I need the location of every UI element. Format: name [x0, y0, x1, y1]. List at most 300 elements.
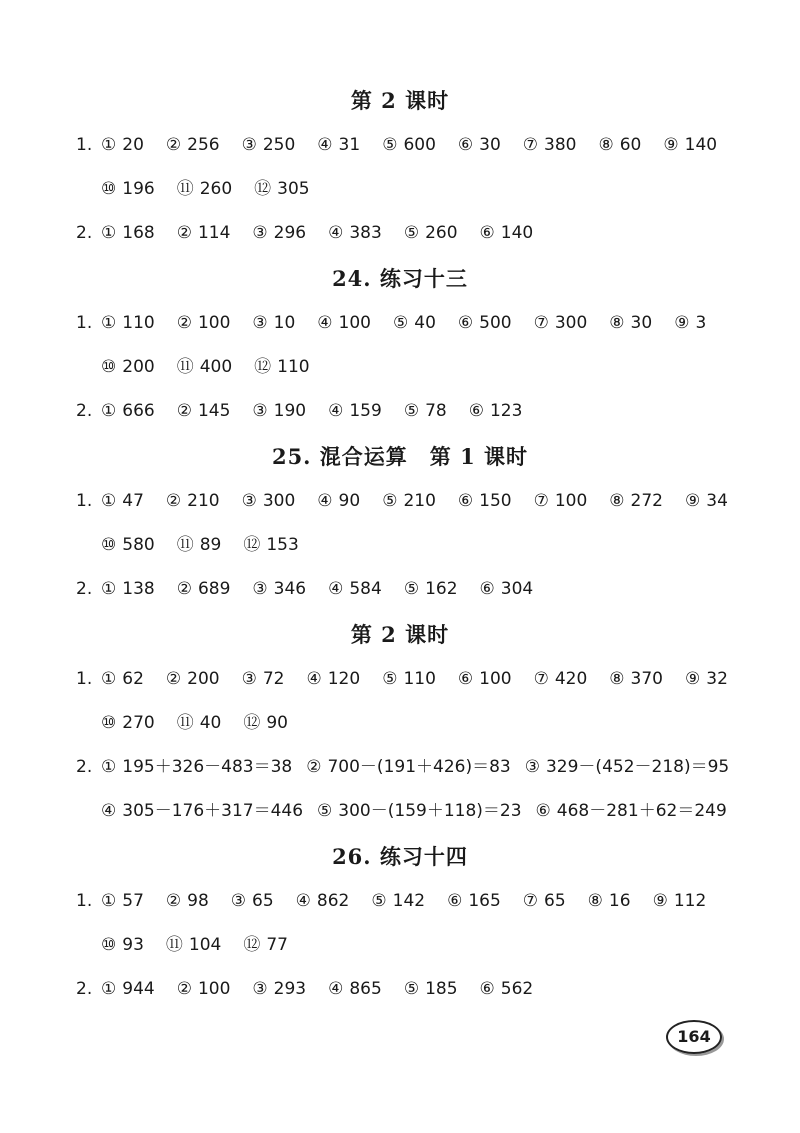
question-number: 1.: [76, 135, 93, 155]
answer-value: 580: [122, 535, 155, 555]
answer-item: [101, 352, 155, 382]
answer-value: 260: [199, 179, 233, 199]
answer-value: 77: [266, 935, 288, 955]
circled-index: ①: [101, 979, 117, 999]
answer-row: [76, 974, 740, 1004]
answer-item: [663, 130, 717, 160]
answer-value: 210: [403, 491, 436, 511]
answer-item: [458, 486, 512, 516]
answer-value: 584: [349, 579, 382, 599]
answer-item: [166, 886, 209, 916]
answer-value: 140: [500, 223, 534, 243]
circled-index: ②: [176, 979, 192, 999]
answer-list: [101, 130, 717, 160]
answer-list: [101, 218, 533, 248]
answer-item: [242, 664, 285, 694]
answer-item: [404, 218, 458, 248]
circled-index: ④: [328, 401, 344, 421]
circled-index: ⑤: [371, 891, 387, 911]
answer-value: 666: [122, 401, 155, 421]
circled-index: ⑧: [598, 135, 614, 155]
circled-index: ⑫: [243, 535, 261, 555]
question-number: 2.: [76, 757, 93, 777]
circled-index: ⑤: [403, 401, 420, 421]
answer-value: 40: [414, 313, 436, 333]
question-number: 1.: [76, 669, 93, 689]
answer-item: [177, 974, 231, 1004]
answer-value: 293: [273, 979, 307, 999]
answer-item: [243, 530, 298, 560]
answer-value: 370: [630, 669, 663, 689]
answer-item: [242, 486, 296, 516]
answer-value: 200: [187, 669, 220, 689]
circled-index: ④: [328, 223, 344, 243]
circled-index: ⑪: [176, 713, 194, 733]
circled-index: ⑪: [176, 179, 194, 199]
answer-value: 100: [197, 979, 231, 999]
answer-list: [101, 174, 310, 204]
answer-value: 123: [489, 401, 523, 421]
answer-value: 142: [392, 891, 426, 911]
answer-value: 150: [479, 491, 512, 511]
answer-row: [76, 396, 740, 426]
answer-value: 60: [619, 135, 642, 155]
answer-item: [328, 574, 382, 604]
answer-item: [328, 974, 382, 1004]
question-number: 2.: [76, 401, 93, 421]
answer-value: 140: [684, 135, 718, 155]
answer-item: [480, 974, 534, 1004]
answer-value: 100: [197, 313, 231, 333]
answer-row: [76, 218, 740, 248]
circled-index: ③: [252, 579, 268, 599]
answer-list: [101, 886, 706, 916]
answer-item: [588, 886, 631, 916]
answer-item: [101, 974, 155, 1004]
question-number: 2.: [76, 223, 93, 243]
answer-item: [685, 664, 728, 694]
answer-row: [76, 308, 740, 338]
answer-item: [382, 664, 436, 694]
circled-index: ⑩: [101, 535, 117, 555]
circled-index: ④: [328, 979, 344, 999]
answer-row: [101, 530, 740, 560]
answer-item: [609, 664, 663, 694]
circled-index: ②: [176, 313, 192, 333]
circled-index: ②: [165, 669, 182, 689]
answer-item: [447, 886, 501, 916]
answer-value: 329－(452－218)＝95: [545, 757, 730, 777]
answer-list: [101, 308, 706, 338]
answer-value: 380: [544, 135, 577, 155]
answer-value: 89: [199, 535, 222, 555]
circled-index: ④: [317, 491, 333, 511]
circled-index: ⑨: [674, 313, 690, 333]
answer-value: 420: [554, 669, 588, 689]
circled-index: ①: [101, 579, 117, 599]
answer-value: 78: [425, 401, 447, 421]
circled-index: ⑤: [382, 135, 398, 155]
answer-value: 305－176＋317＝446: [122, 801, 304, 821]
circled-index: ②: [306, 757, 322, 777]
answer-item: [382, 130, 436, 160]
circled-index: ②: [176, 223, 192, 243]
answer-value: 100: [554, 491, 588, 511]
circled-index: ①: [101, 669, 117, 689]
answer-item: [254, 352, 309, 382]
answer-item: [166, 664, 220, 694]
answer-value: 100: [479, 669, 512, 689]
answer-item: [609, 486, 663, 516]
answer-value: 195＋326－483＝38: [122, 757, 293, 777]
page-number-badge: 164: [666, 1020, 722, 1054]
circled-index: ⑥: [479, 223, 495, 243]
circled-index: ⑫: [254, 179, 272, 199]
answer-value: 272: [630, 491, 663, 511]
circled-index: ⑩: [101, 935, 117, 955]
answer-item: [458, 130, 501, 160]
answer-value: 689: [197, 579, 231, 599]
answer-value: 165: [468, 891, 501, 911]
answer-item: [317, 308, 371, 338]
answer-value: 10: [273, 313, 296, 333]
answer-item: [177, 308, 231, 338]
answer-item: [469, 396, 523, 426]
answer-value: 256: [187, 135, 220, 155]
answer-item: [458, 308, 512, 338]
circled-index: ⑥: [468, 401, 484, 421]
circled-index: ⑨: [652, 891, 668, 911]
answer-item: [177, 352, 232, 382]
answer-value: 30: [479, 135, 501, 155]
circled-index: ②: [165, 491, 182, 511]
answer-item: [177, 708, 222, 738]
answer-value: 300: [262, 491, 296, 511]
answer-value: 862: [316, 891, 350, 911]
circled-index: ⑩: [101, 713, 117, 733]
answer-value: 260: [425, 223, 458, 243]
answer-item: [382, 486, 436, 516]
circled-index: ⑤: [403, 979, 420, 999]
answer-value: 110: [277, 357, 310, 377]
answer-item: [534, 486, 588, 516]
answer-value: 3: [695, 313, 707, 333]
answer-row: [101, 708, 740, 738]
answer-item: [166, 130, 220, 160]
answer-value: 57: [122, 891, 144, 911]
answer-value: 210: [187, 491, 220, 511]
question-number: 2.: [76, 979, 93, 999]
answer-item: [480, 218, 534, 248]
answer-item: [534, 308, 588, 338]
answer-list: [101, 486, 728, 516]
circled-index: ⑧: [609, 669, 625, 689]
question-number: 2.: [76, 579, 93, 599]
answer-item: [177, 218, 231, 248]
circled-index: ⑥: [447, 891, 463, 911]
answer-value: 93: [122, 935, 144, 955]
answer-item: [177, 174, 232, 204]
circled-index: ⑧: [587, 891, 603, 911]
circled-index: ⑫: [243, 935, 261, 955]
circled-index: ⑫: [254, 357, 272, 377]
answer-value: 90: [338, 491, 361, 511]
answer-list: [101, 664, 728, 694]
circled-index: ②: [165, 891, 182, 911]
answer-item: [252, 574, 306, 604]
answer-item: [101, 530, 155, 560]
answer-item: [101, 708, 155, 738]
answer-value: 65: [252, 891, 274, 911]
answer-value: 865: [349, 979, 382, 999]
answer-item: [101, 930, 144, 960]
answer-value: 153: [266, 535, 299, 555]
circled-index: ③: [252, 313, 268, 333]
answer-value: 112: [673, 891, 707, 911]
answer-item: [404, 396, 447, 426]
circled-index: ⑨: [663, 135, 679, 155]
circled-index: ④: [317, 313, 333, 333]
answer-item: [101, 396, 155, 426]
answer-value: 300: [554, 313, 588, 333]
answer-item: [252, 218, 306, 248]
answer-item: [317, 796, 522, 826]
answer-item: [166, 486, 220, 516]
answer-row: [101, 796, 740, 826]
answer-item: [177, 530, 222, 560]
answer-value: 110: [122, 313, 155, 333]
answer-item: [177, 574, 231, 604]
answer-item: [231, 886, 274, 916]
answer-list: [101, 974, 533, 1004]
answer-item: [404, 574, 458, 604]
section-heading: 第 2 课时: [350, 622, 450, 647]
circled-index: ⑫: [243, 713, 261, 733]
answer-value: 47: [122, 491, 144, 511]
answer-item: [458, 664, 512, 694]
circled-index: ⑤: [382, 491, 398, 511]
answer-list: [101, 574, 533, 604]
circled-index: ②: [165, 135, 182, 155]
answer-row: [76, 574, 740, 604]
answer-value: 296: [273, 223, 307, 243]
answer-list: [101, 352, 310, 382]
circled-index: ⑥: [479, 979, 495, 999]
circled-index: ④: [328, 579, 344, 599]
answer-row: [76, 752, 740, 782]
circled-index: ⑥: [457, 669, 474, 689]
answer-value: 72: [262, 669, 285, 689]
answer-value: 190: [273, 401, 307, 421]
answer-value: 168: [122, 223, 155, 243]
circled-index: ⑥: [457, 313, 474, 333]
answer-item: [177, 396, 231, 426]
question-number: 1.: [76, 891, 93, 911]
answer-value: 40: [199, 713, 222, 733]
answer-value: 65: [544, 891, 566, 911]
circled-index: ⑥: [479, 579, 495, 599]
answer-item: [328, 396, 382, 426]
answer-value: 185: [425, 979, 458, 999]
answer-item: [296, 886, 350, 916]
circled-index: ⑤: [403, 579, 420, 599]
answer-value: 159: [349, 401, 382, 421]
section-heading: 24. 练习十三: [332, 266, 468, 291]
circled-index: ③: [252, 223, 268, 243]
circled-index: ⑩: [101, 179, 117, 199]
answer-item: [101, 752, 292, 782]
circled-index: ⑦: [533, 491, 549, 511]
answer-item: [609, 308, 652, 338]
answer-row: [101, 352, 740, 382]
answer-value: 104: [188, 935, 222, 955]
circled-index: ①: [101, 891, 117, 911]
circled-index: ④: [317, 135, 333, 155]
answer-item: [242, 130, 296, 160]
circled-index: ②: [176, 401, 192, 421]
answer-item: [317, 486, 360, 516]
circled-index: ⑤: [393, 313, 409, 333]
answer-list: [101, 752, 743, 782]
answer-value: 138: [122, 579, 155, 599]
answer-item: [536, 796, 727, 826]
answer-item: [252, 396, 306, 426]
circled-index: ⑦: [522, 891, 539, 911]
answer-item: [523, 130, 577, 160]
answer-value: 346: [273, 579, 307, 599]
section-heading: 25. 混合运算 第 1 课时: [271, 444, 529, 469]
answer-item: [101, 574, 155, 604]
answer-value: 90: [266, 713, 288, 733]
answer-list: [101, 930, 288, 960]
circled-index: ①: [101, 135, 117, 155]
circled-index: ⑤: [403, 223, 420, 243]
circled-index: ④: [101, 801, 117, 821]
answer-item: [306, 752, 511, 782]
answer-row: [76, 486, 740, 516]
answer-item: [404, 974, 458, 1004]
answer-item: [598, 130, 641, 160]
answer-value: 305: [277, 179, 310, 199]
circled-index: ①: [101, 223, 117, 243]
circled-index: ⑦: [533, 669, 549, 689]
answer-list: [101, 396, 522, 426]
answer-value: 31: [338, 135, 361, 155]
answer-value: 196: [122, 179, 155, 199]
answer-item: [243, 930, 288, 960]
answer-row: [101, 174, 740, 204]
answer-item: [393, 308, 436, 338]
answer-item: [252, 308, 295, 338]
answer-value: 114: [197, 223, 231, 243]
answer-item: [523, 886, 566, 916]
answer-item: [252, 974, 306, 1004]
answer-value: 162: [425, 579, 458, 599]
answer-item: [317, 130, 360, 160]
answer-item: [685, 486, 728, 516]
circled-index: ⑪: [165, 935, 183, 955]
circled-index: ⑩: [101, 357, 117, 377]
answer-item: [101, 886, 144, 916]
answer-item: [254, 174, 309, 204]
circled-index: ①: [101, 491, 117, 511]
answer-item: [101, 664, 144, 694]
answer-value: 383: [349, 223, 382, 243]
answer-item: [166, 930, 221, 960]
circled-index: ⑥: [457, 491, 474, 511]
circled-index: ③: [241, 491, 257, 511]
answer-item: [101, 308, 155, 338]
circled-index: ⑪: [176, 535, 194, 555]
answer-value: 304: [500, 579, 534, 599]
answer-value: 944: [122, 979, 155, 999]
circled-index: ⑤: [317, 801, 333, 821]
circled-index: ⑥: [535, 801, 551, 821]
circled-index: ⑦: [522, 135, 539, 155]
answer-item: [243, 708, 288, 738]
answer-value: 250: [262, 135, 296, 155]
answer-item: [101, 174, 155, 204]
answer-value: 270: [122, 713, 155, 733]
section-heading: 第 2 课时: [350, 88, 450, 113]
answer-list: [101, 796, 741, 826]
answer-value: 145: [197, 401, 231, 421]
answer-item: [534, 664, 588, 694]
answer-item: [101, 486, 144, 516]
answer-value: 300－(159＋118)＝23: [338, 801, 522, 821]
circled-index: ①: [101, 757, 117, 777]
circled-index: ①: [101, 401, 117, 421]
answer-row: [76, 664, 740, 694]
answer-value: 100: [338, 313, 371, 333]
circled-index: ⑧: [609, 313, 625, 333]
answer-value: 200: [122, 357, 155, 377]
answer-value: 500: [479, 313, 512, 333]
circled-index: ③: [241, 135, 257, 155]
answer-item: [674, 308, 706, 338]
answer-value: 62: [122, 669, 144, 689]
circled-index: ⑨: [685, 669, 701, 689]
answer-item: [371, 886, 425, 916]
answer-row: [76, 886, 740, 916]
question-number: 1.: [76, 491, 93, 511]
question-number: 1.: [76, 313, 93, 333]
circled-index: ④: [295, 891, 311, 911]
circled-index: ①: [101, 313, 117, 333]
answer-list: [101, 530, 299, 560]
answer-item: [101, 796, 303, 826]
circled-index: ⑥: [457, 135, 474, 155]
circled-index: ③: [241, 669, 257, 689]
circled-index: ⑨: [685, 491, 701, 511]
circled-index: ③: [252, 401, 268, 421]
circled-index: ④: [306, 669, 322, 689]
answer-row: [101, 930, 740, 960]
answer-value: 34: [706, 491, 728, 511]
answer-item: [328, 218, 382, 248]
circled-index: ⑦: [533, 313, 549, 333]
circled-index: ③: [252, 979, 268, 999]
circled-index: ⑤: [382, 669, 398, 689]
answer-value: 700－(191＋426)＝83: [327, 757, 511, 777]
answer-item: [653, 886, 707, 916]
section-heading: 26. 练习十四: [332, 844, 468, 869]
answer-value: 110: [403, 669, 436, 689]
answer-list: [101, 708, 288, 738]
answer-value: 16: [608, 891, 631, 911]
answer-value: 600: [403, 135, 436, 155]
answer-value: 32: [706, 669, 728, 689]
